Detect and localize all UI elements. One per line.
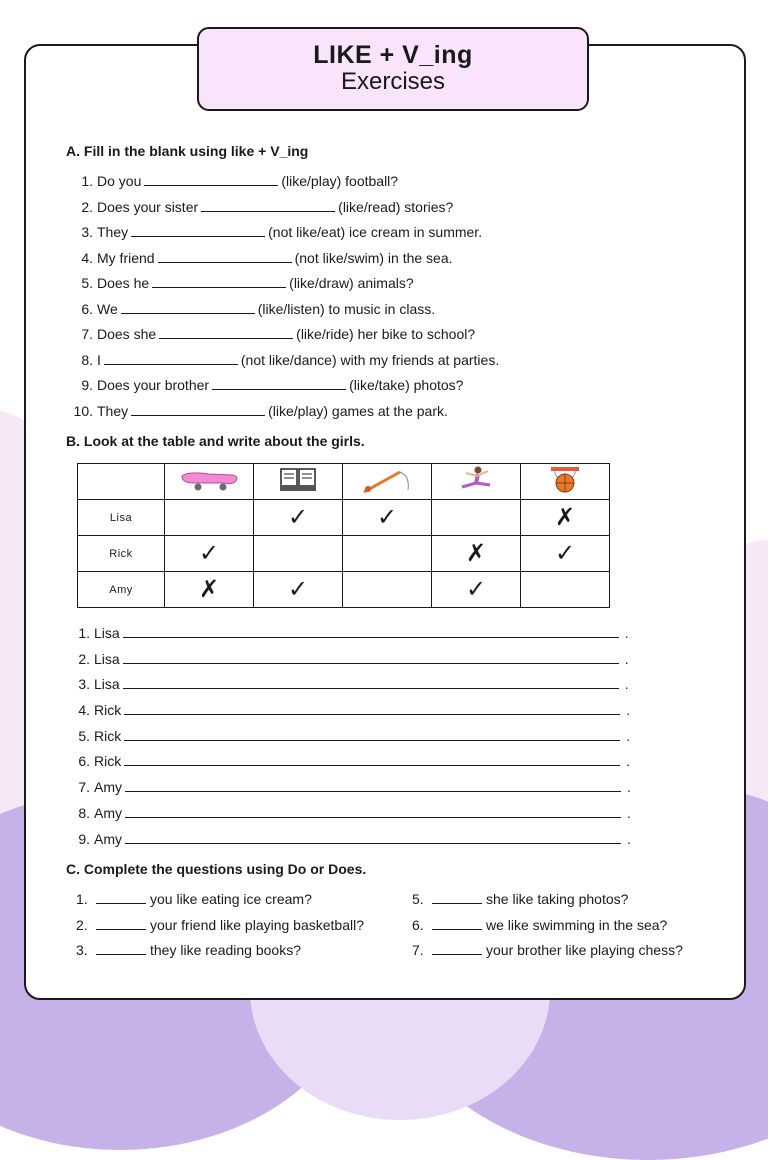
item-name: Rick: [94, 727, 122, 744]
answer-line[interactable]: [124, 700, 620, 715]
list-item: [66, 399, 499, 425]
end-mark: .: [624, 676, 629, 693]
page-title: LIKE + V_ing: [313, 41, 473, 69]
table-cell: [432, 536, 521, 572]
item-text-before: Does your sister: [97, 198, 199, 215]
basketball-icon: [547, 465, 583, 495]
end-mark: .: [624, 625, 629, 641]
table-row: [78, 536, 610, 572]
list-item: [66, 220, 499, 246]
item-text-after: (like/read) stories?: [338, 198, 454, 215]
end-mark: .: [624, 650, 629, 667]
answer-blank[interactable]: [212, 376, 346, 390]
list-item: [412, 913, 683, 939]
table-cell: [521, 536, 610, 572]
item-number: 1.: [81, 173, 93, 189]
item-name: Lisa: [94, 625, 120, 641]
table-name-cell: Rick: [78, 536, 165, 572]
answer-blank[interactable]: [104, 351, 238, 365]
item-text-before: My friend: [97, 249, 155, 266]
table-corner-cell: [78, 464, 165, 500]
cross-mark-icon: ✗: [198, 575, 220, 603]
item-text: we like swimming in the sea?: [486, 916, 668, 933]
check-mark-icon: ✓: [376, 503, 398, 531]
item-text-before: Does he: [97, 275, 150, 291]
table-cell: [432, 572, 521, 608]
item-number: 5.: [78, 727, 90, 744]
cross-mark-icon: ✗: [465, 539, 487, 567]
table-cell: [165, 500, 254, 536]
list-item: [66, 297, 499, 323]
item-number: 5.: [81, 275, 93, 291]
list-item: [76, 913, 364, 939]
answer-blank[interactable]: [144, 172, 278, 186]
item-number: 5.: [412, 891, 424, 907]
item-text-after: (not like/swim) in the sea.: [294, 249, 453, 266]
fishing-rod-icon: [360, 466, 414, 494]
item-number: 10.: [73, 402, 93, 419]
item-number: 1.: [78, 625, 90, 641]
answer-line[interactable]: [123, 623, 619, 638]
item-number: 4.: [78, 702, 90, 719]
item-number: 7.: [81, 326, 93, 342]
item-text: they like reading books?: [150, 942, 301, 958]
activity-table: [77, 463, 610, 608]
table-name-cell: Amy: [78, 572, 165, 608]
list-item: [66, 322, 499, 348]
list-item: [66, 775, 631, 801]
item-number: 6.: [78, 753, 90, 770]
item-number: 9.: [81, 377, 93, 393]
list-item: [66, 672, 631, 698]
list-item: [66, 621, 631, 647]
item-name: Amy: [94, 830, 122, 847]
item-number: 6.: [412, 916, 424, 933]
item-text-after: (not like/dance) with my friends at parties.: [240, 351, 500, 368]
answer-line[interactable]: [123, 649, 619, 664]
list-item: [66, 749, 631, 775]
check-mark-icon: ✓: [287, 575, 309, 603]
end-mark: .: [627, 830, 631, 847]
answer-blank[interactable]: [121, 300, 255, 314]
section-c-left-list: [76, 887, 364, 964]
item-text-before: I: [97, 351, 101, 368]
check-mark-icon: ✓: [554, 539, 576, 567]
list-item: [76, 887, 364, 913]
answer-line[interactable]: [124, 726, 620, 741]
end-mark: .: [626, 753, 631, 770]
check-mark-icon: ✓: [198, 539, 220, 567]
list-item: [66, 348, 499, 374]
answer-blank[interactable]: [159, 325, 293, 339]
item-number: 8.: [78, 804, 90, 821]
answer-line[interactable]: [125, 777, 621, 792]
answer-blank[interactable]: [131, 402, 265, 416]
section-b-list: [66, 621, 631, 852]
table-cell: [521, 572, 610, 608]
dancing-icon: [456, 465, 496, 495]
check-mark-icon: ✓: [465, 575, 487, 603]
table-header-cell: [343, 464, 432, 500]
list-item: [412, 938, 683, 964]
table-cell: [165, 572, 254, 608]
list-item: [66, 698, 631, 724]
item-name: Rick: [94, 702, 122, 719]
title-box: [197, 27, 589, 111]
section-c-right-list: [412, 887, 683, 964]
answer-blank[interactable]: [96, 941, 146, 955]
answer-line[interactable]: [125, 829, 621, 844]
table-cell: [343, 572, 432, 608]
cross-mark-icon: ✗: [554, 503, 576, 531]
item-text-after: (like/ride) her bike to school?: [296, 326, 476, 342]
item-text: your friend like playing basketball?: [150, 916, 365, 933]
table-cell: [254, 536, 343, 572]
item-text-after: (like/play) games at the park.: [268, 402, 448, 419]
item-number: 8.: [81, 351, 93, 368]
section-a-heading: A. Fill in the blank using like + V_ing: [66, 143, 309, 159]
answer-blank[interactable]: [131, 223, 265, 237]
item-text-before: Do you: [97, 173, 142, 189]
item-text-before: They: [97, 402, 129, 419]
item-name: Rick: [94, 753, 122, 770]
item-number: 2.: [78, 650, 90, 667]
table-header-cell: [165, 464, 254, 500]
list-item: [66, 801, 631, 827]
list-item: [76, 938, 364, 964]
answer-blank[interactable]: [96, 890, 146, 904]
table-header-cell: [254, 464, 343, 500]
table-cell: [343, 500, 432, 536]
item-text: your brother like playing chess?: [486, 942, 683, 958]
item-text-before: We: [97, 300, 118, 317]
section-b-heading: B. Look at the table and write about the girls.: [66, 433, 365, 449]
item-text-after: (like/play) football?: [281, 173, 399, 189]
table-cell: [432, 500, 521, 536]
item-text-after: (like/take) photos?: [349, 377, 464, 393]
item-number: 6.: [81, 300, 93, 317]
item-number: 4.: [81, 249, 93, 266]
list-item: [412, 887, 683, 913]
answer-line[interactable]: [125, 803, 621, 818]
item-number: 2.: [76, 916, 88, 933]
item-number: 7.: [78, 779, 90, 796]
end-mark: .: [627, 779, 631, 796]
table-name-cell: Lisa: [78, 500, 165, 536]
item-number: 3.: [81, 224, 93, 240]
section-c-heading: C. Complete the questions using Do or Does.: [66, 861, 367, 877]
table-cell: [521, 500, 610, 536]
table-cell: [254, 572, 343, 608]
skateboard-icon: [178, 467, 240, 493]
table-cell: [254, 500, 343, 536]
page-subtitle: Exercises: [340, 68, 446, 95]
table-row: [78, 572, 610, 608]
list-item: [66, 373, 499, 399]
answer-line[interactable]: [124, 751, 620, 766]
answer-blank[interactable]: [201, 198, 335, 212]
answer-blank[interactable]: [158, 249, 292, 263]
answer-blank[interactable]: [432, 916, 482, 930]
item-text: you like eating ice cream?: [150, 891, 312, 907]
end-mark: .: [626, 727, 631, 744]
list-item: [66, 246, 499, 272]
item-number: 7.: [412, 942, 424, 958]
table-header-cell: [521, 464, 610, 500]
table-header-row: [78, 464, 610, 500]
item-number: 9.: [78, 830, 90, 847]
list-item: [66, 169, 499, 195]
check-mark-icon: ✓: [287, 503, 309, 531]
table-header-cell: [432, 464, 521, 500]
item-name: Amy: [94, 779, 122, 796]
item-number: 2.: [81, 198, 93, 215]
books-icon: [278, 466, 318, 494]
answer-blank[interactable]: [432, 890, 482, 904]
end-mark: .: [626, 702, 631, 719]
item-text: she like taking photos?: [486, 891, 629, 907]
item-number: 3.: [76, 942, 88, 958]
item-name: Lisa: [94, 650, 120, 667]
table-cell: [343, 536, 432, 572]
item-number: 3.: [78, 676, 90, 693]
item-text-after: (like/draw) animals?: [289, 275, 414, 291]
list-item: [66, 827, 631, 853]
item-text-after: (like/listen) to music in class.: [257, 300, 436, 317]
table-cell: [165, 536, 254, 572]
item-name: Amy: [94, 804, 122, 821]
answer-line[interactable]: [123, 674, 619, 689]
list-item: [66, 647, 631, 673]
item-text-after: (not like/eat) ice cream in summer.: [268, 224, 483, 240]
item-text-before: Does she: [97, 326, 157, 342]
table-row: [78, 500, 610, 536]
item-text-before: Does your brother: [97, 377, 210, 393]
list-item: [66, 271, 499, 297]
item-name: Lisa: [94, 676, 120, 693]
answer-blank[interactable]: [152, 274, 286, 288]
answer-blank[interactable]: [432, 941, 482, 955]
list-item: [66, 195, 499, 221]
end-mark: .: [627, 804, 631, 821]
section-a-list: [66, 169, 499, 424]
answer-blank[interactable]: [96, 916, 146, 930]
list-item: [66, 724, 631, 750]
item-number: 1.: [76, 891, 88, 907]
item-text-before: They: [97, 224, 129, 240]
